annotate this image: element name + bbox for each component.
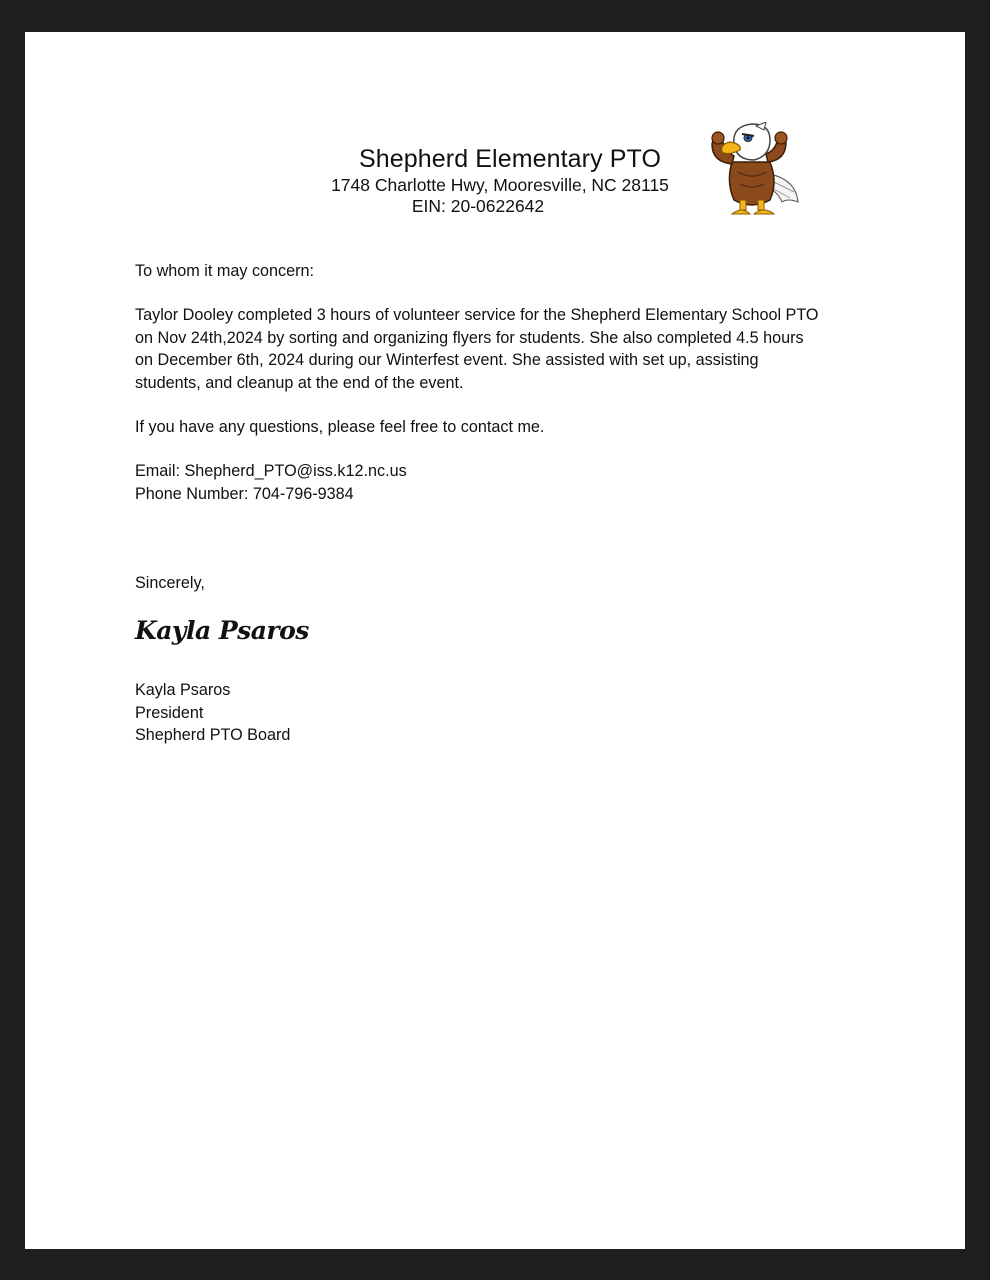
questions-line: If you have any questions, please feel free to contact me. xyxy=(135,418,545,436)
body-line: Taylor Dooley completed 3 hours of volunteer service for the Shepherd Elementary School PTO xyxy=(135,306,819,324)
greeting: To whom it may concern: xyxy=(135,262,315,280)
letter-page xyxy=(25,32,965,1249)
body-line: on December 6th, 2024 during our Winterfest event. She assisted with set up, assisting xyxy=(135,351,759,369)
body-paragraph xyxy=(135,304,865,394)
signer-name: Kayla Psaros xyxy=(135,681,231,699)
body-line: students, and cleanup at the end of the event. xyxy=(135,373,464,392)
contact-block xyxy=(135,460,865,505)
closing: Sincerely, xyxy=(135,574,205,592)
body-line: on Nov 24th,2024 by sorting and organizing flyers for students. She also completed 4.5 hours xyxy=(135,328,804,347)
contact-phone: Phone Number: 704-796-9384 xyxy=(135,484,354,503)
org-ein: EIN: 20-0622642 xyxy=(411,196,545,216)
contact-email: Email: Shepherd_PTO@iss.k12.nc.us xyxy=(135,462,407,480)
org-address: 1748 Charlotte Hwy, Mooresville, NC 28115 xyxy=(331,175,669,195)
signer-org: Shepherd PTO Board xyxy=(135,726,291,744)
handwritten-signature: Kayla Psaros xyxy=(135,616,309,645)
org-name: Shepherd Elementary PTO xyxy=(359,145,661,173)
signer-title: President xyxy=(135,703,204,722)
eagle-mascot-icon xyxy=(708,122,800,218)
signer-block xyxy=(135,679,865,747)
